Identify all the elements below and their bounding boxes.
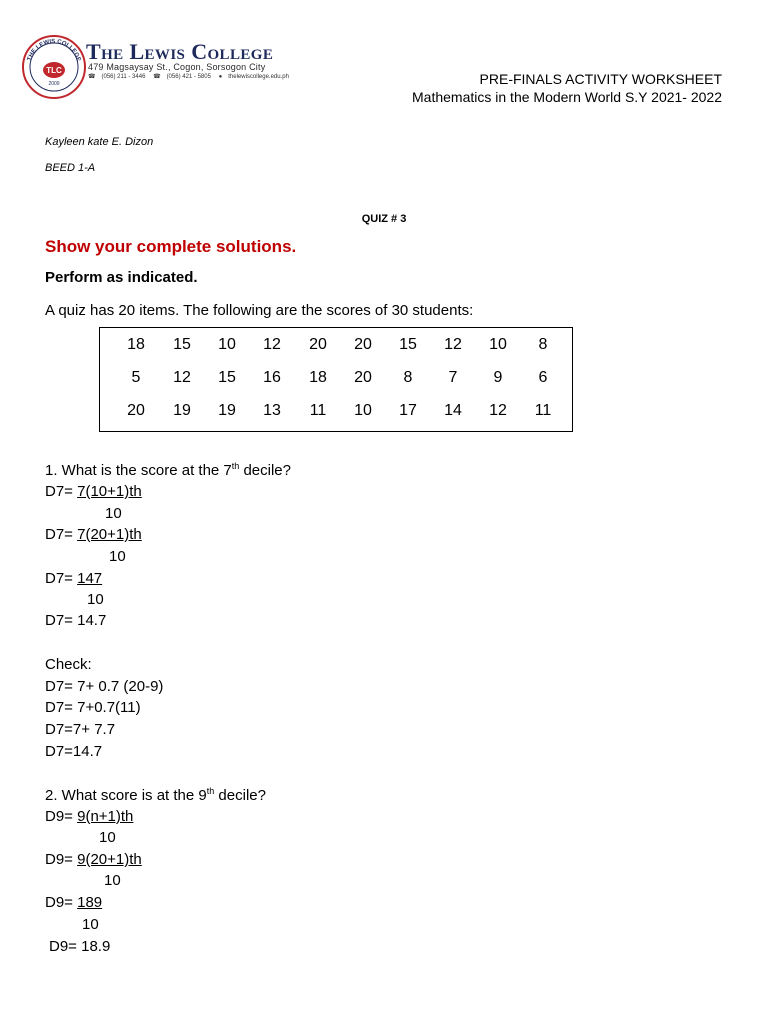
college-phone-1: (056) 211 - 3446 [101,74,146,80]
score-cell: 7 [448,369,458,386]
score-cell: 18 [309,369,327,386]
seal-outer-text: THE LEWIS COLLEGE [26,38,82,63]
q1-step-2: D7= 7(20+1)th [45,526,142,543]
score-cell: 13 [263,402,281,419]
q1-step-1: D7= 7(10+1)th [45,483,142,500]
score-cell: 12 [444,336,462,353]
q2-step-2: D9= 9(20+1)th [45,851,142,868]
college-phone-2: (056) 421 - 5805 [166,74,211,80]
q1-step-3: D7= 147 [45,570,103,587]
q1-check-1: D7= 7+ 0.7 (20-9) [45,678,164,695]
score-cell: 16 [263,369,281,386]
score-cell: 15 [399,336,417,353]
student-name: Kayleen kate E. Dizon [45,136,154,148]
college-contacts [88,73,295,80]
score-cell: 15 [218,369,236,386]
score-cell: 11 [309,402,327,419]
score-row [100,402,572,422]
q1-check-2: D7= 7+0.7(11) [45,699,141,716]
q1-result: D7= 14.7 [45,612,107,629]
college-seal-logo [21,34,87,100]
score-cell: 12 [489,402,507,419]
score-cell: 9 [493,369,503,386]
question-2: 2. What score is at the 9th decile? [45,786,266,804]
globe-icon: ● [218,74,223,80]
score-cell: 20 [354,369,372,386]
worksheet-title: PRE-FINALS ACTIVITY WORKSHEET [479,71,722,87]
seal-year: 2009 [48,81,60,87]
instruction-heading: Show your complete solutions. [45,237,297,256]
score-cell: 10 [489,336,507,353]
score-row [100,369,572,389]
score-cell: 15 [173,336,191,353]
score-cell: 12 [173,369,191,386]
q1-check-4: D7=14.7 [45,743,103,760]
college-name: The Lewis College [86,39,274,64]
score-cell: 6 [538,369,548,386]
phone-icon: ☎ [153,74,161,80]
score-cell: 19 [173,402,191,419]
q1-check-label: Check: [45,656,92,673]
q2-result: D9= 18.9 [49,938,111,955]
score-cell: 20 [127,402,145,419]
score-cell: 12 [263,336,281,353]
score-cell: 17 [399,402,417,419]
score-cell: 14 [444,402,462,419]
q1-step-1-denominator: 10 [105,505,122,522]
instruction-subheading: Perform as indicated. [45,269,198,286]
course-title: Mathematics in the Modern World S.Y 2021- 2022 [412,89,722,105]
q2-step-1: D9= 9(n+1)th [45,808,134,825]
question-1: 1. What is the score at the 7th decile? [45,461,291,479]
score-cell: 20 [309,336,327,353]
phone-icon: ☎ [88,74,96,80]
score-cell: 11 [534,402,552,419]
q2-step-3-denominator: 10 [82,916,99,933]
q1-check-3: D7=7+ 7.7 [45,721,116,738]
college-website: thelewiscollege.edu.ph [228,74,289,80]
q1-step-3-denominator: 10 [87,591,104,608]
problem-statement: A quiz has 20 items. The following are the scores of 30 students: [45,302,474,319]
score-cell: 18 [127,336,145,353]
q2-step-3: D9= 189 [45,894,103,911]
score-row [100,336,572,356]
score-cell: 10 [354,402,372,419]
score-cell: 19 [218,402,236,419]
score-cell: 20 [354,336,372,353]
score-cell: 10 [218,336,236,353]
student-section: BEED 1-A [45,162,96,174]
quiz-number: QUIZ # 3 [361,213,407,225]
scores-table [99,327,573,432]
seal-monogram: TLC [46,66,62,75]
score-cell: 5 [131,369,141,386]
score-cell: 8 [403,369,413,386]
score-cell: 8 [538,336,548,353]
college-address: 479 Magsaysay St., Cogon, Sorsogon City [88,62,266,72]
q1-step-2-denominator: 10 [109,548,126,565]
q2-step-1-denominator: 10 [99,829,116,846]
q2-step-2-denominator: 10 [104,872,121,889]
